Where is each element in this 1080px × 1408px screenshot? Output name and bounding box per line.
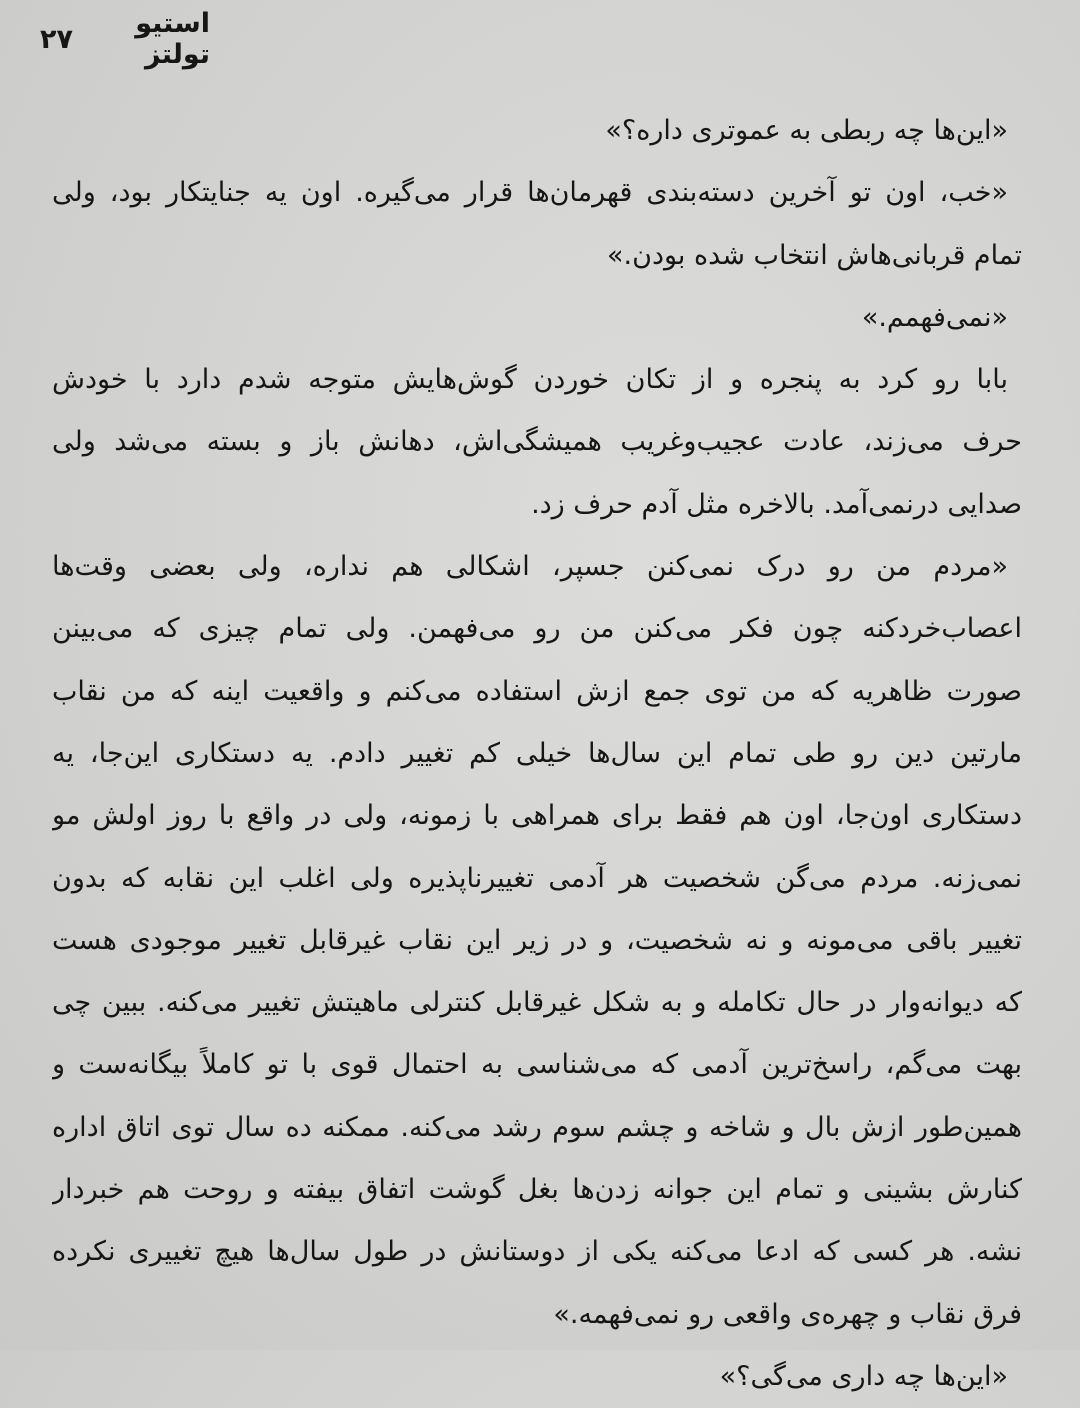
text-line: نمی‌زنه. مردم می‌گن شخصیت هر آدمی تغییرناپذیره ولی اغلب این نقابه که بدون [52,862,1022,894]
text-line: اعصاب‌خردکنه چون فکر می‌کنن من رو می‌فهمن. ولی تمام چیزی که می‌بینن [52,613,1022,645]
text-line: «مردم من رو درک نمی‌کنن جسپر، اشکالی هم نداره، ولی بعضی وقت‌ها [52,551,1008,583]
text-line: که دیوانه‌وار در حال تکامله و به شکل غیرقابل کنترلی ماهیتش تغییر می‌کنه. ببین چی [52,987,1022,1019]
text-line: «نمی‌فهمم.» [861,301,1008,333]
text-line: بهت می‌گم، راسخ‌ترین آدمی که می‌شناسی به احتمال قوی با تو کاملاً بیگانه‌ست و [52,1049,1022,1081]
text-line: همین‌طور ازش بال و شاخه و چشم سوم رشد می‌کنه. ممکنه ده سال توی اتاق اداره [52,1111,1022,1143]
text-line: بابا رو کرد به پنجره و از تکان خوردن گوش‌هایش متوجه شدم دارد با خودش [52,364,1008,396]
text-line: دستکاری اون‌جا، اون هم فقط برای همراهی با زمونه، ولی در واقع با روز اولش مو [52,800,1022,832]
text-line: تغییر باقی می‌مونه و نه شخصیت، و در زیر این نقاب غیرقابل تغییر موجودی هست [52,924,1022,956]
text-line: «این‌ها چه ربطی به عموتری داره؟» [605,115,1008,146]
body-text [52,100,1022,1408]
text-line: «خب، اون تو آخرین دسته‌بندی قهرمان‌ها قرار می‌گیره. اون یه جنایتکار بود، ولی [52,177,1008,209]
text-line: صورت ظاهریه که من توی جمع ازش استفاده می‌کنم و واقعیت اینه که من نقاب [52,675,1022,707]
page-number: ۲۷ [40,23,73,55]
text-line: فرق نقاب و چهره‌ی واقعی رو نمی‌فهمه.» [553,1298,1022,1330]
text-line: کنارش بشینی و تمام این جوانه زدن‌ها بغل گوشت اتفاق بیفته و روحت هم خبردار [52,1174,1022,1206]
author-name: استیو تولتز [135,8,210,70]
running-header [40,8,210,70]
text-line: حرف می‌زند، عادت عجیب‌وغریب همیشگی‌اش، دهانش باز و بسته می‌شد ولی [52,426,1022,458]
text-line: صدایی درنمی‌آمد. بالاخره مثل آدم حرف زد. [531,488,1022,520]
text-line: تمام قربانی‌هاش انتخاب شده بودن.» [607,239,1022,271]
text-line: نشه. هر کسی که ادعا می‌کنه یکی از دوستانش در طول سال‌ها هیچ تغییری نکرده [52,1236,1022,1268]
text-line: مارتین دین رو طی تمام این سال‌ها خیلی کم تغییر دادم. یه دستکاری این‌جا، یه [52,737,1022,769]
text-line: «این‌ها چه داری می‌گی؟» [719,1360,1008,1392]
